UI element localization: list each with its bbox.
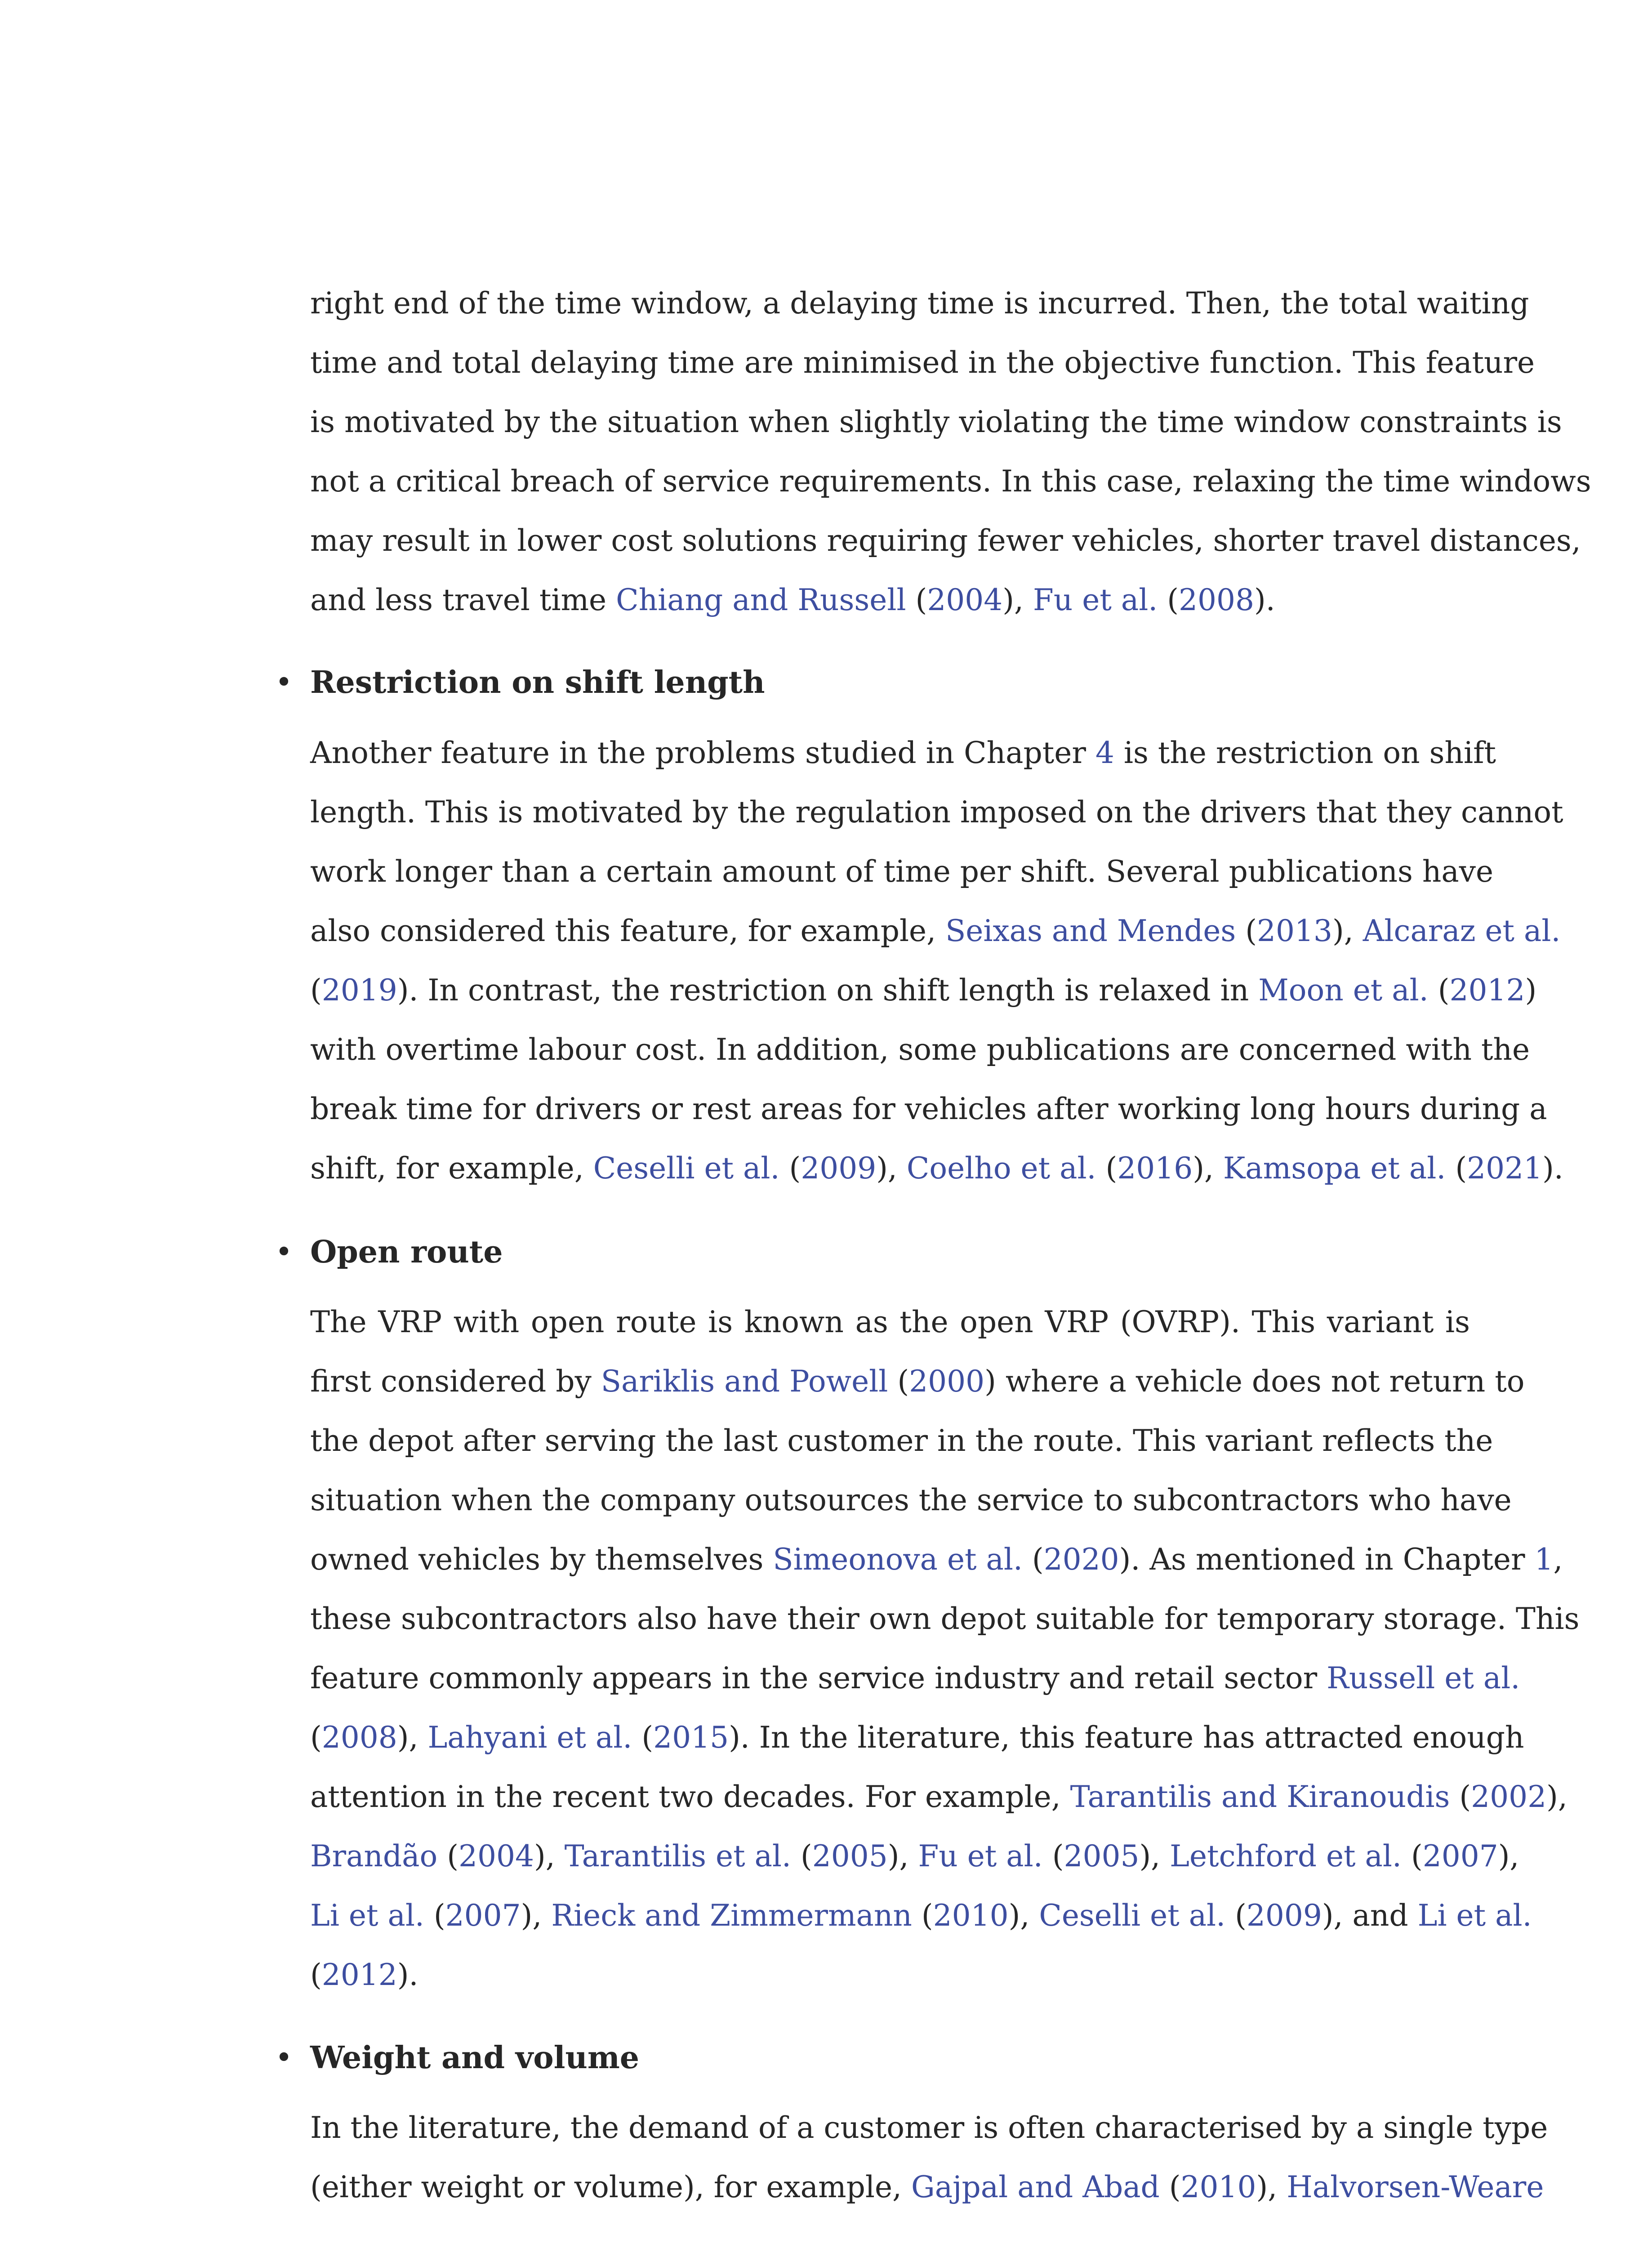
text-segment: ( xyxy=(437,1839,459,1873)
text-segment: ( xyxy=(1159,2170,1181,2204)
text-segment: ( xyxy=(310,1958,322,1992)
text-segment: feature commonly appears in the service industry and retail sector xyxy=(310,1661,1327,1695)
text-line xyxy=(310,1660,1520,1696)
text-segment: ), xyxy=(887,1839,918,1873)
text-line xyxy=(310,1838,1519,1874)
text-segment: Another feature in the problems studied in Chapter xyxy=(310,736,1095,770)
citation-link[interactable]: 2010 xyxy=(933,1898,1009,1933)
citation-link[interactable]: Halvorsen-Weare xyxy=(1287,2170,1544,2204)
text-line xyxy=(310,972,1537,1008)
text-line xyxy=(310,913,1561,949)
citation-link[interactable]: 2007 xyxy=(1422,1839,1498,1873)
citation-link[interactable]: Sariklis and Powell xyxy=(601,1364,888,1399)
text-segment: ( xyxy=(791,1839,812,1873)
citation-link[interactable]: 2010 xyxy=(1180,2170,1256,2204)
citation-link[interactable]: Li et al. xyxy=(1417,1898,1532,1933)
text-segment: ). In the literature, this feature has attracted enough xyxy=(729,1720,1524,1755)
text-segment: ), xyxy=(534,1839,565,1873)
citation-link[interactable]: 2019 xyxy=(321,973,397,1008)
text-line: the depot after serving the last customer in the route. This variant reflects the xyxy=(310,1423,1493,1458)
section-heading: Open route xyxy=(310,1234,503,1270)
text-line xyxy=(310,1779,1567,1815)
text-segment: ( xyxy=(888,1364,909,1399)
text-segment: and less travel time xyxy=(310,583,616,617)
text-segment: ( xyxy=(1450,1780,1471,1814)
text-segment: ), xyxy=(1498,1839,1519,1873)
citation-link[interactable]: Alcaraz et al. xyxy=(1363,914,1561,948)
text-segment: ( xyxy=(632,1720,654,1755)
citation-link[interactable]: Letchford et al. xyxy=(1170,1839,1402,1873)
citation-link[interactable]: Gajpal and Abad xyxy=(911,2170,1160,2204)
text-line xyxy=(310,1898,1532,1934)
citation-link[interactable]: 2000 xyxy=(909,1364,985,1399)
text-line xyxy=(310,2169,1544,2205)
citation-link[interactable]: 1 xyxy=(1534,1542,1554,1577)
text-segment: ), xyxy=(1002,583,1033,617)
text-line: The VRP with open route is known as the open VRP (OVRP). This variant is xyxy=(310,1305,1470,1339)
citation-link[interactable]: Moon et al. xyxy=(1258,973,1429,1008)
text-line: In the literature, the demand of a customer is often characterised by a single type xyxy=(310,2110,1548,2145)
citation-link[interactable]: 2009 xyxy=(1246,1898,1322,1933)
text-segment: ), xyxy=(1139,1839,1170,1873)
text-segment: ). xyxy=(1542,1151,1563,1186)
text-line: is motivated by the situation when slightly violating the time window constraints is xyxy=(310,405,1562,439)
text-segment: ). As mentioned in Chapter xyxy=(1119,1542,1535,1577)
bullet-icon: • xyxy=(275,1235,293,1269)
text-line: work longer than a certain amount of time per shift. Several publications have xyxy=(310,854,1494,889)
citation-link[interactable]: 2020 xyxy=(1043,1542,1119,1577)
text-segment: ( xyxy=(424,1898,445,1933)
citation-link[interactable]: 2015 xyxy=(653,1720,729,1755)
text-line xyxy=(310,1151,1563,1186)
citation-link[interactable]: 2008 xyxy=(1179,583,1254,617)
text-segment: also considered this feature, for example, xyxy=(310,914,946,948)
text-line xyxy=(310,1364,1525,1400)
text-segment: ), xyxy=(397,1720,428,1755)
citation-link[interactable]: Coelho et al. xyxy=(906,1151,1096,1186)
text-segment: ( xyxy=(779,1151,801,1186)
citation-link[interactable]: Tarantilis et al. xyxy=(564,1839,792,1873)
citation-link[interactable]: 2007 xyxy=(445,1898,521,1933)
citation-link[interactable]: Simeonova et al. xyxy=(773,1542,1023,1577)
citation-link[interactable]: Rieck and Zimmermann xyxy=(551,1898,912,1933)
citation-link[interactable]: Lahyani et al. xyxy=(427,1720,632,1755)
text-segment: ( xyxy=(1236,914,1257,948)
text-segment: ), xyxy=(1193,1151,1223,1186)
text-line xyxy=(310,735,1496,771)
citation-link[interactable]: Russell et al. xyxy=(1327,1661,1520,1695)
bullet-icon: • xyxy=(275,665,293,700)
text-segment: ( xyxy=(1096,1151,1118,1186)
text-segment: ( xyxy=(1401,1839,1423,1873)
citation-link[interactable]: 2002 xyxy=(1471,1780,1547,1814)
text-segment: ), xyxy=(521,1898,552,1933)
text-segment: ( xyxy=(310,973,322,1008)
text-segment: ( xyxy=(1446,1151,1467,1186)
text-segment: ). In contrast, the restriction on shift length is relaxed in xyxy=(397,973,1259,1008)
citation-link[interactable]: Tarantilis and Kiranoudis xyxy=(1070,1780,1450,1814)
citation-link[interactable]: 4 xyxy=(1095,736,1114,770)
text-segment: ( xyxy=(1042,1839,1064,1873)
text-segment: ), xyxy=(1546,1780,1567,1814)
text-segment: ( xyxy=(1022,1542,1044,1577)
citation-link[interactable]: Seixas and Mendes xyxy=(945,914,1236,948)
citation-link[interactable]: Fu et al. xyxy=(918,1839,1043,1873)
text-line xyxy=(310,582,1470,618)
text-segment: ( xyxy=(1225,1898,1247,1933)
text-segment: ( xyxy=(1158,583,1179,617)
text-line xyxy=(310,1542,1563,1578)
text-segment: ( xyxy=(906,583,927,617)
text-segment: attention in the recent two decades. For example, xyxy=(310,1780,1070,1814)
citation-link[interactable]: Chiang and Russell xyxy=(616,583,906,617)
citation-link[interactable]: Brandão xyxy=(310,1839,438,1873)
text-line: with overtime labour cost. In addition, some publications are concerned with the xyxy=(310,1032,1530,1067)
text-line xyxy=(310,1957,1470,1993)
text-line: these subcontractors also have their own depot suitable for temporary storage. This xyxy=(310,1601,1580,1636)
text-segment: ) where a vehicle does not return to xyxy=(984,1364,1525,1399)
text-segment: ( xyxy=(310,1720,322,1755)
citation-link[interactable]: 2004 xyxy=(458,1839,534,1873)
text-segment: ), and xyxy=(1322,1898,1418,1933)
text-line: may result in lower cost solutions requiring fewer vehicles, shorter travel distances, xyxy=(310,523,1581,558)
citation-link[interactable]: 2009 xyxy=(801,1151,877,1186)
section-heading: Restriction on shift length xyxy=(310,665,765,700)
bullet-icon: • xyxy=(275,2040,293,2075)
section-heading: Weight and volume xyxy=(310,2040,640,2076)
text-segment: ), xyxy=(1332,914,1363,948)
text-segment: ). xyxy=(397,1958,419,1992)
citation-link[interactable]: Fu et al. xyxy=(1033,583,1158,617)
text-segment: first considered by xyxy=(310,1364,601,1399)
citation-link[interactable]: 2008 xyxy=(321,1720,397,1755)
text-line: right end of the time window, a delaying time is incurred. Then, the total waiting xyxy=(310,286,1529,321)
citation-link[interactable]: 2012 xyxy=(1449,973,1525,1008)
text-segment: (either weight or volume), for example, xyxy=(310,2170,911,2204)
citation-link[interactable]: Ceselli et al. xyxy=(1039,1898,1226,1933)
text-line: length. This is motivated by the regulation imposed on the drivers that they cannot xyxy=(310,795,1563,830)
text-line xyxy=(310,1720,1524,1756)
text-line: time and total delaying time are minimised in the objective function. This feature xyxy=(310,345,1535,380)
citation-link[interactable]: 2005 xyxy=(812,1839,888,1873)
text-segment: ( xyxy=(1428,973,1450,1008)
text-segment: ), xyxy=(1008,1898,1039,1933)
text-segment: ). xyxy=(1254,583,1275,617)
citation-link[interactable]: 2012 xyxy=(321,1958,397,1992)
citation-link[interactable]: Ceselli et al. xyxy=(593,1151,780,1186)
text-segment: ), xyxy=(876,1151,907,1186)
citation-link[interactable]: 2021 xyxy=(1467,1151,1543,1186)
text-segment: , xyxy=(1553,1542,1563,1577)
text-segment: is the restriction on shift xyxy=(1114,736,1496,770)
citation-link[interactable]: 2004 xyxy=(927,583,1003,617)
citation-link[interactable]: 2016 xyxy=(1117,1151,1193,1186)
text-line: break time for drivers or rest areas for vehicles after working long hours during a xyxy=(310,1092,1547,1126)
text-segment: ) xyxy=(1525,973,1537,1008)
text-line: not a critical breach of service requirements. In this case, relaxing the time windows xyxy=(310,464,1591,499)
text-segment: ( xyxy=(912,1898,933,1933)
citation-link[interactable]: Kamsopa et al. xyxy=(1223,1151,1446,1186)
citation-link[interactable]: 2013 xyxy=(1257,914,1332,948)
citation-link[interactable]: 2005 xyxy=(1064,1839,1140,1873)
text-segment: shift, for example, xyxy=(310,1151,593,1186)
text-line: situation when the company outsources the service to subcontractors who have xyxy=(310,1483,1512,1517)
text-segment: ), xyxy=(1256,2170,1287,2204)
text-segment: owned vehicles by themselves xyxy=(310,1542,773,1577)
citation-link[interactable]: Li et al. xyxy=(310,1898,424,1933)
